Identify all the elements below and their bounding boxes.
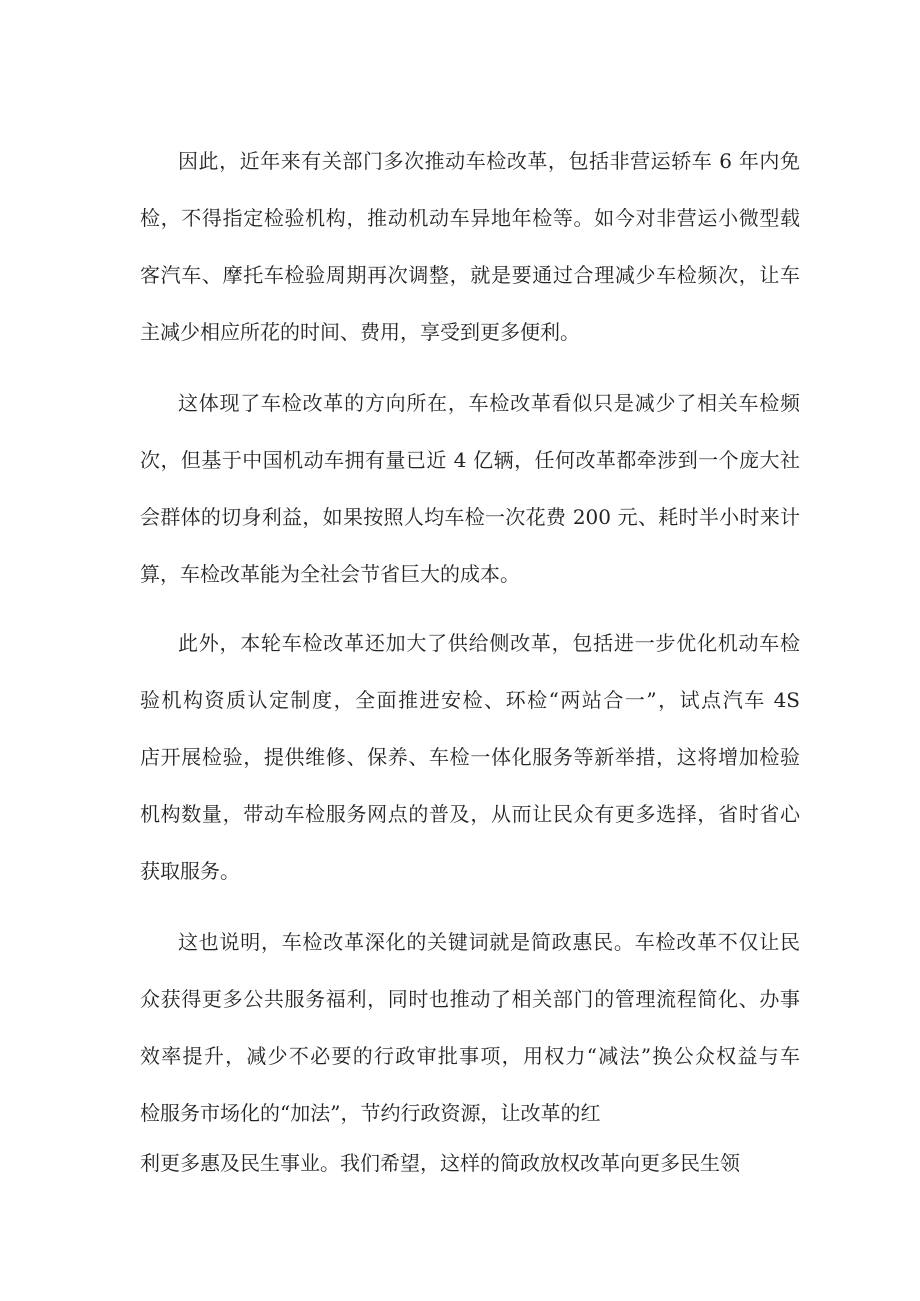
paragraph-4-line-3: 效率提升，减少不必要的行政审批事项，用权力“减法”换公众权益与车 [140, 1044, 800, 1068]
paragraph-1-line-3: 客汽车、摩托车检验周期再次调整，就是要通过合理减少车检频次，让车 [140, 263, 800, 287]
paragraph-4-line-1: 这也说明，车检改革深化的关键词就是简政惠民。车检改革不仅让民 [178, 930, 800, 954]
paragraph-3-line-4: 机构数量，带动车检服务网点的普及，从而让民众有更多选择，省时省心 [140, 802, 800, 826]
paragraph-4-line-4: 检服务市场化的“加法”，节约行政资源，让改革的红 [140, 1101, 601, 1125]
paragraph-1-line-1: 因此，近年来有关部门多次推动车检改革，包括非营运轿车 6 年内免 [178, 149, 800, 173]
paragraph-2-line-2: 次，但基于中国机动车拥有量已近 4 亿辆，任何改革都牵涉到一个庞大社 [140, 448, 800, 472]
paragraph-3-line-5: 获取服务。 [140, 859, 240, 883]
paragraph-3-line-1: 此外，本轮车检改革还加大了供给侧改革，包括进一步优化机动车检 [178, 631, 800, 655]
paragraph-5-line-1: 利更多惠及民生事业。我们希望，这样的简政放权改革向更多民生领 [140, 1151, 740, 1175]
paragraph-2-line-1: 这体现了车检改革的方向所在，车检改革看似只是减少了相关车检频 [178, 391, 800, 415]
paragraph-2-line-3: 会群体的切身利益，如果按照人均车检一次花费 200 元、耗时半小时来计 [140, 505, 800, 529]
paragraph-1-line-2: 检，不得指定检验机构，推动机动车异地年检等。如今对非营运小微型载 [140, 206, 800, 230]
paragraph-3-line-2: 验机构资质认定制度，全面推进安检、环检“两站合一”，试点汽车 4S [140, 688, 800, 712]
paragraph-2-line-4: 算，车检改革能为全社会节省巨大的成本。 [140, 562, 520, 586]
paragraph-4-line-2: 众获得更多公共服务福利，同时也推动了相关部门的管理流程简化、办事 [140, 987, 800, 1011]
paragraph-3-line-3: 店开展检验，提供维修、保养、车检一体化服务等新举措，这将增加检验 [140, 745, 800, 769]
paragraph-1-line-4: 主减少相应所花的时间、费用，享受到更多便利。 [140, 320, 580, 344]
